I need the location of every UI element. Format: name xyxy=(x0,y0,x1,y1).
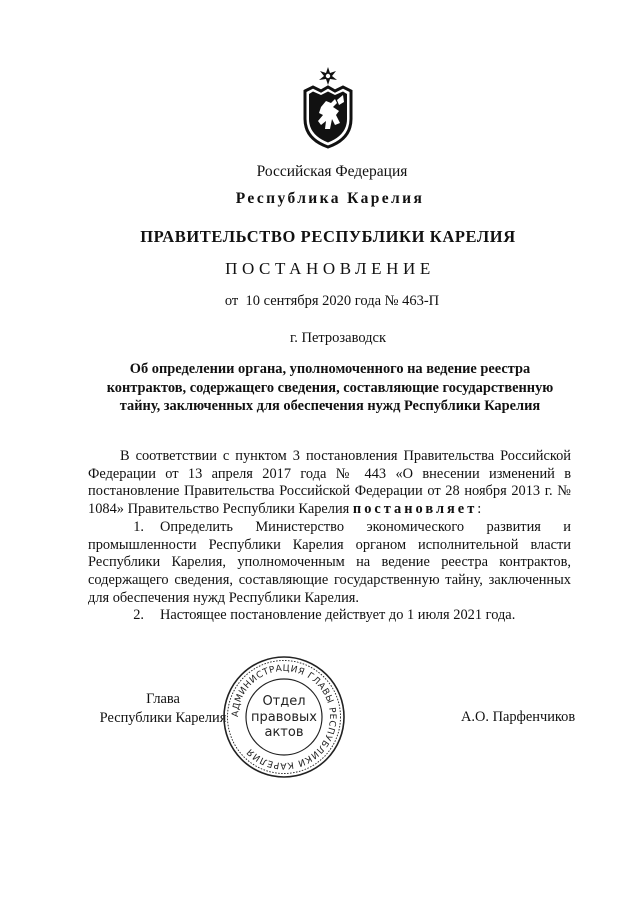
document-type: ПОСТАНОВЛЕНИЕ xyxy=(225,259,435,278)
stamp-center-line3: актов xyxy=(264,725,304,740)
item-text: Определить Министерство экономического развития и промышленности Республики Карелия органом исполнительной власти Республики Карелия, уполномоченным на ведение реестра контрактов, содержащего сведения, составляющие государственную тайну, заключенных для обеспечения нужд Республики Карелия. xyxy=(88,518,571,606)
preamble-text: В соответствии с пунктом 3 постановления Правительства Российской Федерации от 13 апреля 2017 года № 443 «О внесении изменений в постановление Правительства Российской Федерации от 28 ноября 2013 г. № 1084» Правительство Республики Карелия xyxy=(88,448,571,518)
signatory-name: А.О. Парфенчиков xyxy=(461,709,576,725)
item-text: Настоящее постановление действует до 1 июля 2021 года. xyxy=(160,607,516,624)
signatory-title-line2: Республики Карелия xyxy=(99,710,227,726)
stamp-center-line1: Отдел xyxy=(262,694,306,709)
karelia-coat-of-arms-icon xyxy=(299,67,357,149)
item-number: 2. xyxy=(133,607,144,624)
signatory-title-line1: Глава xyxy=(146,691,180,707)
city: г. Петрозаводск xyxy=(289,330,387,346)
list-item xyxy=(88,607,571,625)
country-name: Российская Федерация xyxy=(256,163,408,180)
document-body xyxy=(88,448,571,625)
decree-colon: : xyxy=(477,501,482,518)
document-title: Об определении органа, уполномоченного на ведение реестра контрактов, содержащего сведения, составляющие государственную тайну, заключенных для обеспечения нужд Республики Карелия xyxy=(106,361,554,415)
item-number: 1. xyxy=(133,518,144,535)
republic-name: Республика Карелия xyxy=(235,190,425,207)
star-icon xyxy=(319,67,337,85)
stamp-center-line2: правовых xyxy=(251,710,317,725)
list-item xyxy=(88,519,571,608)
decree-word: постановляет xyxy=(352,501,478,518)
legal-department-stamp xyxy=(221,654,347,780)
preamble-paragraph xyxy=(88,448,571,519)
government-name: ПРАВИТЕЛЬСТВО РЕСПУБЛИКИ КАРЕЛИЯ xyxy=(140,227,516,246)
signatory-title xyxy=(93,690,233,728)
stamp-ring-text: АДМИНИСТРАЦИЯ ГЛАВЫ РЕСПУБЛИКИ КАРЕЛИЯ xyxy=(230,663,338,771)
date-and-number: от 10 сентября 2020 года № 463-П xyxy=(224,293,440,309)
